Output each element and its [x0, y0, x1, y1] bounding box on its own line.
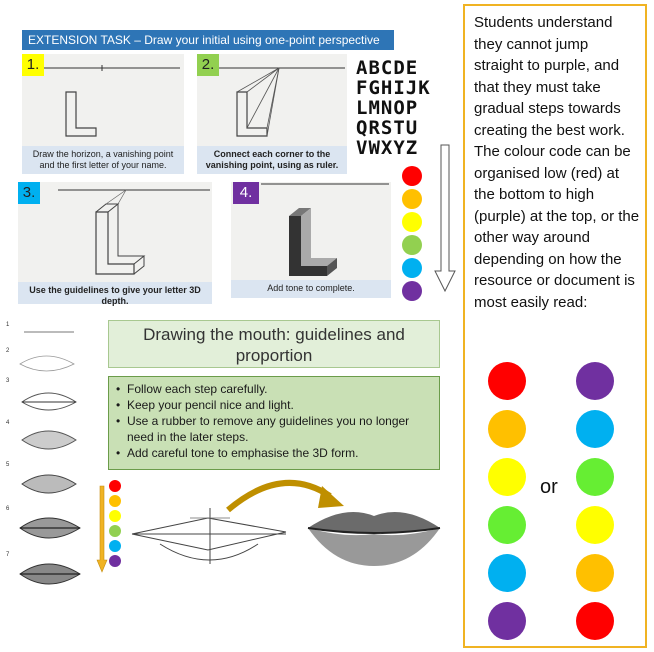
stage-number-5: 5 [6, 462, 10, 468]
small-colour-scale [96, 480, 126, 572]
small-dot-yellow [109, 510, 121, 522]
circle-blue [576, 410, 614, 448]
small-dot-blue [109, 540, 121, 552]
stage-number-6: 6 [6, 506, 10, 512]
step-3-number: 3. [18, 182, 40, 204]
step-4-caption: Add tone to complete. [231, 280, 391, 298]
small-dot-red [109, 480, 121, 492]
colour-column-left [488, 362, 528, 644]
step-2-panel [197, 54, 347, 174]
small-dot-purple [109, 555, 121, 567]
step-4-panel [231, 182, 391, 298]
mouth-stage-drawings [4, 318, 100, 598]
finished-lips-drawing [304, 504, 444, 574]
step-1-caption: Draw the horizon, a vanishing point and the first letter of your name. [22, 146, 184, 174]
stage-number-1: 1 [6, 322, 10, 328]
colour-code-explanation: Students understand they cannot jump straight to purple, and that they must take gradual steps towards creating the best work. The colour code can be organised low (red) at the bottom to high (purple) at the top, or the other way around depending on how the resource or document is most easily read: [474, 14, 640, 311]
mouth-stages [4, 318, 100, 598]
step-3-panel [18, 182, 212, 304]
instruction-item: • Use a rubber to remove any guidelines you no longer need in the later steps. [125, 413, 433, 445]
step-2-number: 2. [197, 54, 219, 76]
alphabet-row-1: ABCDE [356, 57, 419, 79]
stage-number-4: 4 [6, 420, 10, 426]
up-down-arrow-icon [96, 480, 108, 576]
circle-yellow [488, 458, 526, 496]
or-label: or [540, 476, 558, 498]
alphabet-row-5: VWXYZ [356, 137, 419, 159]
step-1-panel [22, 54, 184, 174]
alphabet-row-3: LMNOP [356, 97, 419, 119]
instruction-item: • Add careful tone to emphasise the 3D form. [125, 445, 433, 461]
circle-green [576, 458, 614, 496]
mouth-instructions [108, 376, 440, 470]
small-dot-green [109, 525, 121, 537]
circle-blue [488, 554, 526, 592]
scale-dot-green [402, 235, 422, 255]
step-2-caption: Connect each corner to the vanishing point, using as ruler. [197, 146, 347, 174]
alphabet-row-2: FGHIJK [356, 77, 431, 99]
alphabet-row-4: QRSTU [356, 117, 419, 139]
stage-number-2: 2 [6, 348, 10, 354]
circle-orange [488, 410, 526, 448]
stage-number-7: 7 [6, 552, 10, 558]
step-3-caption: Use the guidelines to give your letter 3D depth. [18, 282, 212, 304]
scale-dot-yellow [402, 212, 422, 232]
extension-task-banner: EXTENSION TASK – Draw your initial using one-point perspective [22, 30, 394, 50]
scale-dot-purple [402, 281, 422, 301]
instruction-item: • Keep your pencil nice and light. [125, 397, 433, 413]
colour-column-right [576, 362, 616, 644]
small-dot-orange [109, 495, 121, 507]
circle-yellow [576, 506, 614, 544]
down-arrow-icon [433, 143, 457, 295]
circle-purple [488, 602, 526, 640]
middle-colour-scale [400, 166, 430, 300]
circle-red [576, 602, 614, 640]
step-4-number: 4. [233, 182, 259, 204]
instruction-item: • Follow each step carefully. [125, 381, 433, 397]
mouth-title: Drawing the mouth: guidelines and proportion [108, 320, 440, 368]
scale-dot-blue [402, 258, 422, 278]
circle-green [488, 506, 526, 544]
step-1-number: 1. [22, 54, 44, 76]
scale-dot-orange [402, 189, 422, 209]
scale-dot-red [402, 166, 422, 186]
stage-number-3: 3 [6, 378, 10, 384]
circle-red [488, 362, 526, 400]
circle-orange [576, 554, 614, 592]
circle-purple [576, 362, 614, 400]
